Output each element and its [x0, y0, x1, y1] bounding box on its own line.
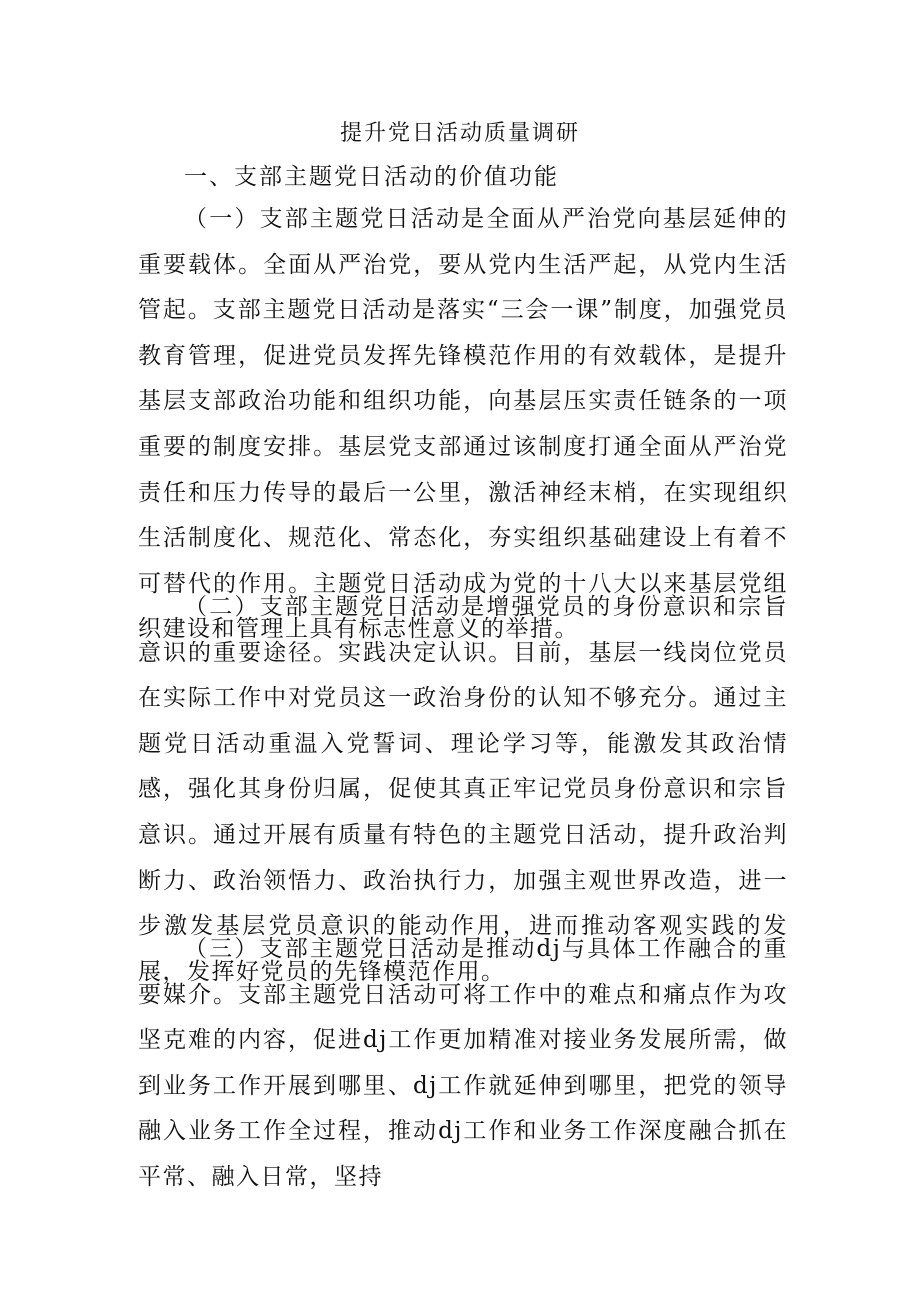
paragraph-3: （三）支部主题党日活动是推动dj与具体工作融合的重要媒介。支部主题党日活动可将工作中的难点和痛点作为攻坚克难的内容，促进dj工作更加精准对接业务发展所需，做到业务工作开展到哪里、dj工作就延伸到哪里，把党的领导融入业务工作全过程，推动dj工作和业务工作深度融合抓在平常、融入日常，坚持: [138, 936, 788, 1190]
paragraph-1: （一）支部主题党日活动是全面从严治党向基层延伸的重要载体。全面从严治党，要从党内生活严起，从党内生活管起。支部主题党日活动是落实“三会一课”制度，加强党员教育管理，促进党员发挥先锋模范作用的有效载体，是提升基层支部政治功能和组织功能，向基层压实责任链条的一项重要的制度安排。基层党支部通过该制度打通全面从严治党责任和压力传导的最后一公里，激活神经末梢，在实现组织生活制度化、规范化、常态化，夯实组织基础建设上有着不可替代的作用。主题党日活动成为党的十八大以来基层党组织建设和管理上具有标志性意义的举措。: [138, 206, 788, 643]
paragraph-2: （二）支部主题党日活动是增强党员的身份意识和宗旨意识的重要途径。实践决定认识。目前，基层一线岗位党员在实际工作中对党员这一政治身份的认知不够充分。通过主题党日活动重温入党誓词、理论学习等，能激发其政治情感，强化其身份归属，促使其真正牢记党员身份意识和宗旨意识。通过开展有质量有特色的主题党日活动，提升政治判断力、政治领悟力、政治执行力，加强主观世界改造，进一步激发基层党员意识的能动作用，进而推动客观实践的发展，发挥好党员的先锋模范作用。: [138, 594, 788, 985]
document-title: 提升党日活动质量调研: [339, 121, 580, 146]
section-heading: 一、支部主题党日活动的价值功能: [184, 164, 559, 190]
